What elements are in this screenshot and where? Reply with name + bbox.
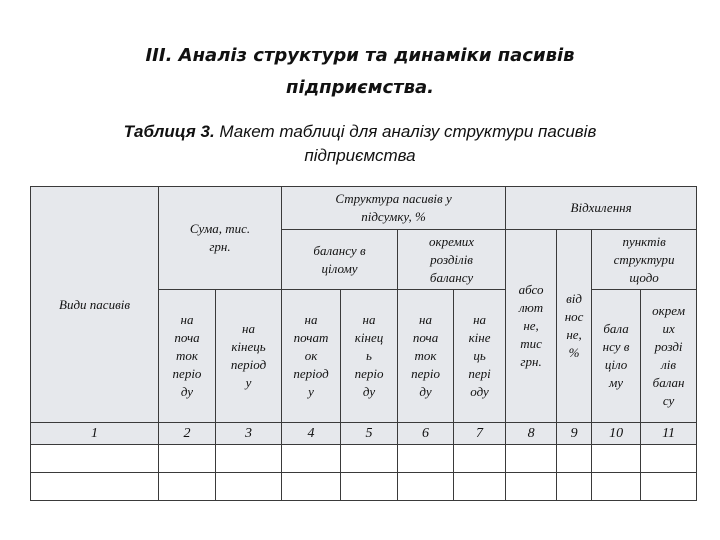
header-points: пунктів структури щодо	[592, 230, 697, 290]
table-caption-text-2: підприємства	[304, 146, 416, 165]
table-cell	[454, 473, 506, 501]
column-number: 2	[159, 423, 216, 445]
header-sections-end: на кіне ць пері оду	[454, 290, 506, 423]
table-cell	[398, 473, 454, 501]
table-cell	[557, 445, 592, 473]
passives-structure-table	[30, 186, 697, 501]
header-points-separate: окрем их розді лів балан су	[641, 290, 697, 423]
header-balance-start: на почат ок період у	[282, 290, 341, 423]
column-number: 7	[454, 423, 506, 445]
section-title	[60, 40, 660, 104]
header-sections-start: на поча ток періо ду	[398, 290, 454, 423]
column-number: 11	[641, 423, 697, 445]
table-cell	[282, 473, 341, 501]
table-row	[31, 445, 697, 473]
table-row	[31, 473, 697, 501]
header-structure: Структура пасивів у підсумку, %	[282, 187, 506, 230]
table-cell	[641, 473, 697, 501]
table-caption-line1	[40, 120, 680, 144]
table-cell	[341, 473, 398, 501]
table-cell	[592, 473, 641, 501]
table-cell	[282, 445, 341, 473]
table-cell	[592, 445, 641, 473]
table-caption-prefix: Таблиця 3.	[123, 122, 215, 141]
table-caption-text-1: Макет таблиці для аналізу структури пасивів	[214, 122, 597, 141]
column-number-row	[31, 423, 697, 445]
header-relative: від нос не, %	[557, 230, 592, 423]
column-number: 6	[398, 423, 454, 445]
column-number: 1	[31, 423, 159, 445]
table-cell	[641, 445, 697, 473]
table-cell	[31, 473, 159, 501]
column-number: 9	[557, 423, 592, 445]
table-cell	[557, 473, 592, 501]
header-kinds: Види пасивів	[31, 187, 159, 423]
table-cell	[454, 445, 506, 473]
table-cell	[159, 473, 216, 501]
table-cell	[341, 445, 398, 473]
header-points-balance: бала нсу в ціло му	[592, 290, 641, 423]
section-title-line2: підприємства.	[286, 77, 434, 98]
header-absolute: абсо лют не, тис грн.	[506, 230, 557, 423]
table-cell	[216, 473, 282, 501]
column-number: 8	[506, 423, 557, 445]
header-sections: окремих розділів балансу	[398, 230, 506, 290]
table-cell	[159, 445, 216, 473]
header-sum: Сума, тис. грн.	[159, 187, 282, 290]
table-cell	[398, 445, 454, 473]
header-balance-end: на кінец ь періо ду	[341, 290, 398, 423]
column-number: 4	[282, 423, 341, 445]
column-number: 10	[592, 423, 641, 445]
header-sum-end: на кінець період у	[216, 290, 282, 423]
table-cell	[506, 473, 557, 501]
column-number: 3	[216, 423, 282, 445]
table-cell	[506, 445, 557, 473]
table-cell	[31, 445, 159, 473]
header-sum-start: на поча ток періо ду	[159, 290, 216, 423]
header-balance-total: балансу в цілому	[282, 230, 398, 290]
header-deviation: Відхилення	[506, 187, 697, 230]
section-title-line1: ІІІ. Аналіз структури та динаміки пасивів	[145, 45, 575, 66]
table-cell	[216, 445, 282, 473]
table-caption	[40, 120, 680, 168]
column-number: 5	[341, 423, 398, 445]
